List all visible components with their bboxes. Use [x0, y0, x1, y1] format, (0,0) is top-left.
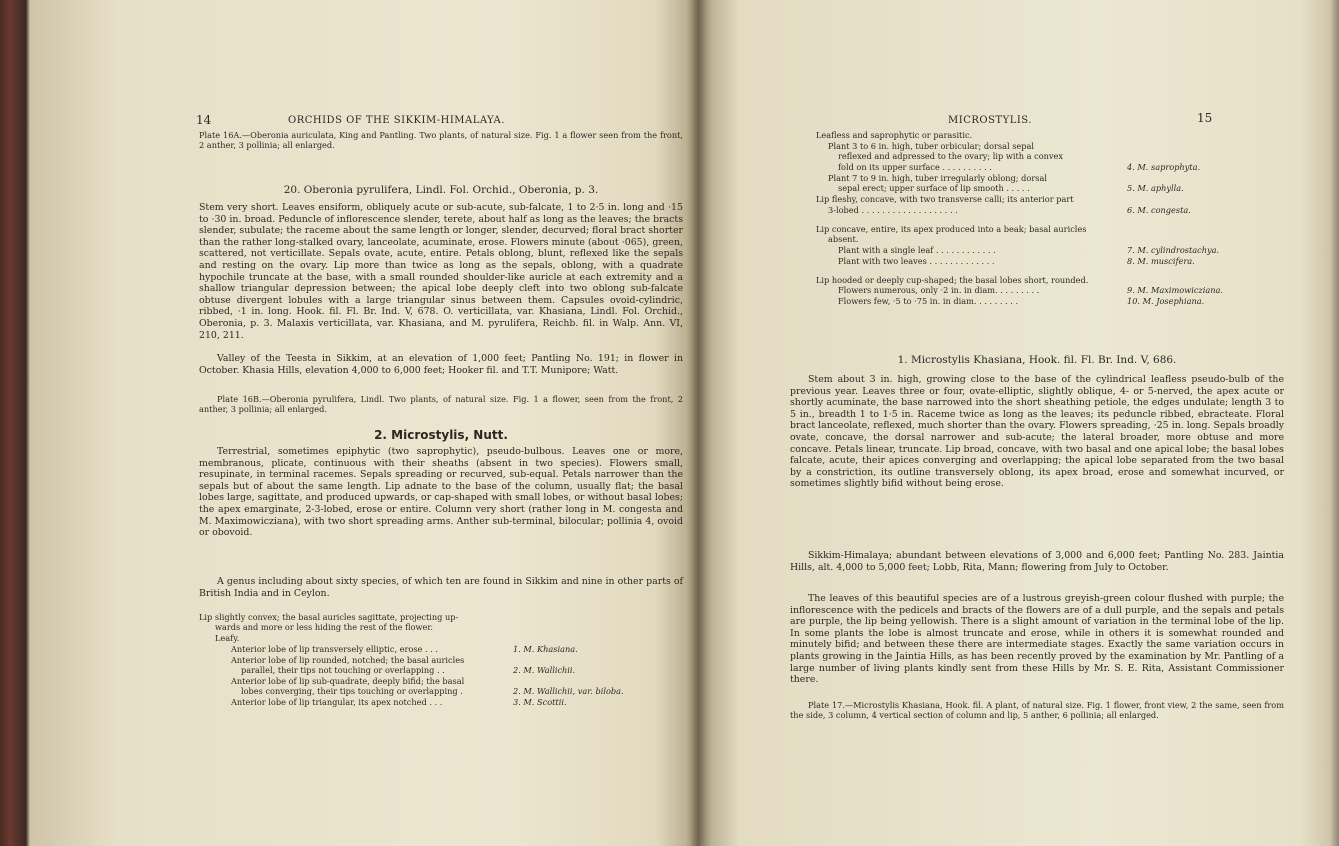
key-result: 8. M. muscifera. [1127, 256, 1195, 266]
key-result: 2. M. Wallichii, var. biloba. [513, 686, 624, 696]
genus-heading: 2. Microstylis, Nutt. [374, 428, 508, 442]
key-line: Anterior lobe of lip sub-quadrate, deeply bifid; the basal [231, 676, 465, 686]
species-20-heading: 20. Oberonia pyrulifera, Lindl. Fol. Orchid., Oberonia, p. 3. [283, 184, 599, 196]
running-head: ORCHIDS OF THE SIKKIM-HIMALAYA. [288, 115, 505, 126]
key-line: Plant 7 to 9 in. high, tuber irregularly oblong; dorsal [828, 173, 1047, 183]
species-1-distribution: Sikkim-Himalaya; abundant between elevations of 3,000 and 6,000 feet; Pantling No. 283. Jaintia Hills, alt. 4,000 to 5,000 feet; Lobb, Rita, Mann; flowering from July to October. [790, 550, 1284, 573]
key-line: absent. [828, 234, 859, 244]
key-result: 4. M. saprophyta. [1127, 162, 1201, 172]
key-result: 6. M. congesta. [1127, 205, 1191, 215]
key-result: 9. M. Maximowicziana. [1127, 285, 1223, 295]
running-head: MICROSTYLIS. [948, 115, 1032, 126]
key-line: Leafless and saprophytic or parasitic. [816, 130, 973, 140]
species-20-distribution: Valley of the Teesta in Sikkim, at an elevation of 1,000 feet; Pantling No. 191; in flower in October. Khasia Hills, elevation 4,000 to 6,000 feet; Hooker fil. and T.T. Munipore; Watt. [199, 353, 683, 376]
key-line: Lip hooded or deeply cup-shaped; the basal lobes short, rounded. [816, 275, 1089, 285]
key-line: Leafy. [215, 633, 240, 643]
key-result: 5. M. aphylla. [1127, 183, 1184, 193]
key-line: Lip fleshy, concave, with two transverse calli; its anterior part [816, 194, 1074, 204]
key-line: reflexed and adpressed to the ovary; lip with a convex [838, 151, 1063, 161]
plate-17-caption: Plate 17.—Microstylis Khasiana, Hook. fil. A plant, of natural size. Fig. 1 flower, front view, 2 the same, seen from the side, 3 column, 4 vertical section of column and lip, 5 anther, 6 pollinia; all enlarged. [790, 700, 1284, 721]
key-line: lobes converging, their tips touching or overlapping . [241, 686, 463, 696]
key-line: Anterior lobe of lip transversely elliptic, erose . . . [231, 644, 439, 654]
species-1-notes: The leaves of this beautiful species are of a lustrous greyish-green colour flushed with purple; the inflorescence with the pedicels and bracts of the flowers are of a dull purple, and the sepals and petals are purple, the lip being yellowish. There is a slight amount of variation in the terminal lobe of the lip. In some plants the lobe is almost truncate and erose, while in others it is somewhat rounded and minutely bifid; and between these there are intermediate stages. Exactly the same variation occurs in plants growing in the Jaintia Hills, as has been recently proved by the examination by Mr. Pantling of a large number of living plants kindly sent from these Hills by Mr. S. E. Rita, Assistant Commissioner there. [790, 593, 1284, 686]
key-result: 2. M. Wallichii. [513, 665, 576, 675]
left-page [75, 0, 690, 846]
key-line: wards and more or less hiding the rest of the flower. [215, 622, 433, 632]
key-result: 7. M. cylindrostachya. [1127, 245, 1220, 255]
species-1-heading: 1. Microstylis Khasiana, Hook. fil. Fl. Br. Ind. V, 686. [897, 354, 1177, 366]
genus-description: Terrestrial, sometimes epiphytic (two saprophytic), pseudo-bulbous. Leaves one or more, membranous, plicate, continuous with their sheaths (absent in two species). Flowers small, resupinate, in terminal racemes. Sepals spreading or recurved, sub-equal. Petals narrower than the sepals but of about the same length. Lip adnate to the base of the column, usually flat; the basal lobes large, sagittate, and produced upwards, or cap-shaped with small lobes, or without basal lobes; the apex emarginate, 2-3-lobed, erose or entire. Column very short (rather long in M. congesta and M. Maximowicziana), with two short spreading arms. Anther sub-terminal, bilocular; pollinia 4, ovoid or obovoid. [199, 446, 683, 539]
genus-species-count: A genus including about sixty species, of which ten are found in Sikkim and nine in other parts of British India and in Ceylon. [199, 576, 683, 599]
plate-16b-caption: Plate 16B.—Oberonia pyrulifera, Lindl. Two plants, of natural size. Fig. 1 a flower, seen from the front, 2 anther, 3 pollinia; all enlarged. [199, 394, 683, 415]
key-result: 10. M. Josephiana. [1127, 296, 1205, 306]
key-line: Plant with two leaves . . . . . . . . . . . . . [838, 256, 995, 266]
right-page [712, 0, 1327, 846]
key-line: 3-lobed . . . . . . . . . . . . . . . . . . . [828, 205, 958, 215]
key-line: fold on its upper surface . . . . . . . . . . [838, 162, 992, 172]
key-result: 1. M. Khasiana. [513, 644, 578, 654]
page-number: 14 [196, 113, 212, 127]
page-number: 15 [1197, 111, 1213, 125]
key-line: Anterior lobe of lip rounded, notched; the basal auricles [231, 655, 465, 665]
key-result: 3. M. Scottii. [513, 697, 567, 707]
species-1-description: Stem about 3 in. high, growing close to the base of the cylindrical leafless pseudo-bulb of the previous year. Leaves three or four, ovate-elliptic, slightly oblique, 4- or 5-nerved, the apex acute or shortly acuminate, the base narrowed into the short sheathing petiole, the edges undulate; length 3 to 5 in., breadth 1 to 1·5 in. Raceme twice as long as the leaves; its peduncle ribbed, ebracteate. Floral bract lanceolate, reflexed, much shorter than the ovary. Flowers spreading, ·25 in. long. Sepals broadly ovate, concave, the dorsal narrower and sub-acute; the lateral broader, more obtuse and more concave. Petals linear, truncate. Lip broad, concave, with two basal and one apical lobe; the basal lobes falcate, acute, their apices converging and overlapping; the apical lobe separated from the two basal by a constriction, its outline transversely oblong, its apex broad, erose and somewhat incurved, or sometimes slightly bifid without being erose. [790, 374, 1284, 490]
species-20-description: Stem very short. Leaves ensiform, obliquely acute or sub-acute, sub-falcate, 1 to 2·5 in. long and ·15 to ·30 in. broad. Peduncle of inflorescence slender, terete, about half as long as the leaves; the bracts slender, subulate; the raceme about the same length or longer, slender, decurved; floral bract shorter than the rather long-stalked ovary, lanceolate, acuminate, erose. Flowers minute (about ·065), green, scattered, not verticillate. Sepals ovate, acute, entire. Petals oblong, blunt, reflexed like the sepals and resting on the ovary. Lip more than twice as long as the sepals, oblong, with a quadrate hypochile truncate at the base, with a small rounded shoulder-like auricle at each extremity and a shallow triangular depression between; the apical lobe deeply cleft into two oblong sub-falcate obtuse divergent lobules with a large triangular sinus between them. Capsules ovoid-cylindric, ribbed, ·1 in. long. Hook. fil. Fl. Br. Ind. V, 678. O. verticillata, var. Khasiana, Lindl. Fol. Orchid., Oberonia, p. 3. Malaxis verticillata, var. Khasiana, and M. pyrulifera, Reichb. fil. in Walp. Ann. VI, 210, 211. [199, 202, 683, 341]
key-line: Flowers numerous, only ·2 in. in diam. . . . . . . . . [838, 285, 1040, 295]
key-line: Anterior lobe of lip triangular, its apex notched . . . [231, 697, 443, 707]
key-line: Lip concave, entire, its apex produced into a beak; basal auricles [816, 224, 1087, 234]
key-line: Flowers few, ·5 to ·75 in. in diam. . . . . . . . . [838, 296, 1019, 306]
key-line: parallel, their tips not touching or overlapping . . [241, 665, 445, 675]
key-line: Plant with a single leaf . . . . . . . . . . . . [838, 245, 996, 255]
key-line: sepal erect; upper surface of lip smooth . . . . . [838, 183, 1030, 193]
key-line: Plant 3 to 6 in. high, tuber orbicular; dorsal sepal [828, 141, 1035, 151]
key-line: Lip slightly convex; the basal auricles sagittate, projecting up- [199, 612, 459, 622]
plate-16a-caption: Plate 16A.—Oberonia auriculata, King and Pantling. Two plants, of natural size. Fig. 1 a flower seen from the front, 2 anther, 3 pollinia; all enlarged. [199, 130, 683, 151]
